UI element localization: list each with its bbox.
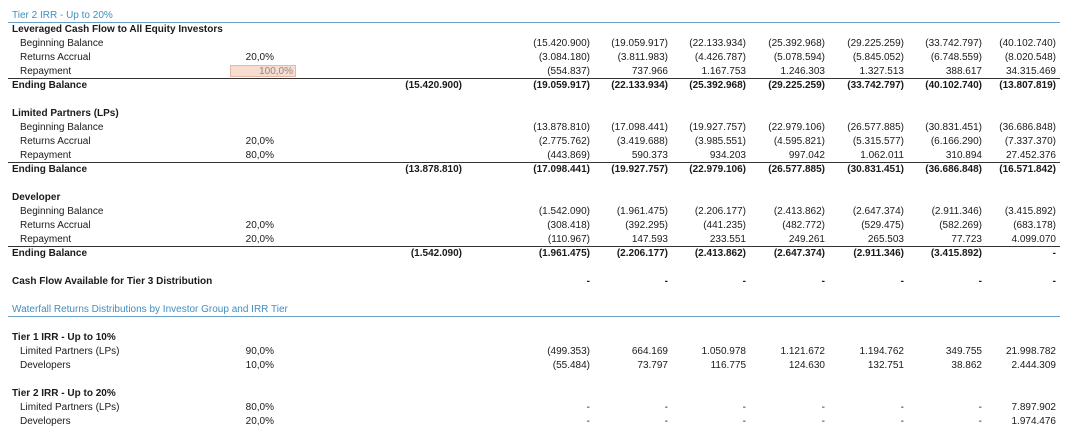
value-cell: (2.911.346) [931,206,982,217]
tier1-lp-row [0,345,1069,359]
value-cell: (22.133.934) [689,38,746,49]
value-cell: 1.062.011 [860,150,904,161]
value-cell: 2.444.309 [1011,360,1056,371]
value-cell: 388.617 [945,66,982,77]
section-title: Waterfall Returns Distributions by Investor Group and IRR Tier [12,304,288,315]
row-label: Ending Balance [12,80,88,91]
value-cell: (1.961.475) [538,248,590,259]
value-cell: (13.878.810) [533,122,590,133]
value-cell: (22.979.106) [689,164,746,175]
value-cell: 116.775 [710,360,746,371]
tier3-cash-flow-row [0,275,1069,289]
value-cell: (1.961.475) [616,206,668,217]
row-label: Developers [20,360,71,371]
lps-title-row [0,107,1069,121]
percent-cell[interactable]: 80,0% [245,150,274,161]
value-cell: (6.166.290) [930,136,982,147]
value-cell: (110.967) [547,234,590,245]
value-cell: 27.452.376 [1005,150,1056,161]
value-cell: 21.998.782 [1005,346,1056,357]
value-cell: (4.595.821) [773,136,825,147]
value-cell: 249.261 [788,234,825,245]
value-cell: (36.686.848) [999,122,1056,133]
value-cell: (29.225.259) [847,38,904,49]
value-cell: (22.133.934) [611,80,668,91]
section-title: Tier 2 IRR - Up to 20% [12,10,113,21]
block-title: Tier 2 IRR - Up to 20% [12,388,116,399]
value-cell: 1.121.672 [780,346,825,357]
percent-cell[interactable]: 20,0% [245,220,274,231]
value-cell: - [978,402,982,413]
value-cell: - [978,276,982,287]
value-cell: (4.426.787) [694,52,746,63]
value-cell: (36.686.848) [925,164,982,175]
value-cell: (3.415.892) [930,248,982,259]
percent-cell[interactable]: 20,0% [245,416,274,427]
value-cell: (19.059.917) [611,38,668,49]
value-cell: (30.831.451) [847,164,904,175]
row-label: Beginning Balance [20,38,104,49]
row-label: Ending Balance [12,248,88,259]
base-value-cell: (15.420.900) [405,80,462,91]
value-cell: 1.974.476 [1011,416,1056,427]
lps-repayment-row [0,149,1069,163]
value-cell: (1.542.090) [538,206,590,217]
developer-accrual-row [0,219,1069,233]
value-cell: 132.751 [867,360,904,371]
lps-beginning-row [0,121,1069,135]
row-label: Developers [20,416,71,427]
value-cell: (499.353) [547,346,590,357]
value-cell: 34.315.469 [1005,66,1056,77]
value-cell: - [586,276,590,287]
value-cell: 1.194.762 [859,346,904,357]
row-label: Returns Accrual [20,220,91,231]
value-cell: (19.927.757) [611,164,668,175]
tier2-lp-row [0,401,1069,415]
value-cell: (2.413.862) [773,206,825,217]
base-value-cell: (1.542.090) [410,248,462,259]
value-cell: (25.392.968) [689,80,746,91]
value-cell: - [821,416,825,427]
value-cell: (683.178) [1013,220,1056,231]
block-title: Tier 1 IRR - Up to 10% [12,332,116,343]
value-cell: 310.894 [945,150,982,161]
row-label: Returns Accrual [20,136,91,147]
value-cell: 233.551 [709,234,746,245]
row-label: Cash Flow Available for Tier 3 Distribution [12,276,213,287]
waterfall-header [0,303,1069,317]
value-cell: - [821,402,825,413]
value-cell: - [1052,248,1056,259]
value-cell: - [900,402,904,413]
value-cell: (5.845.052) [852,52,904,63]
tier1-dev-row [0,359,1069,373]
value-cell: (33.742.797) [925,38,982,49]
value-cell: (3.419.688) [616,136,668,147]
value-cell: (16.571.842) [999,164,1056,175]
value-cell: (15.420.900) [533,38,590,49]
value-cell: 265.503 [867,234,904,245]
value-cell: (5.315.577) [852,136,904,147]
selected-percent-cell[interactable]: 100,0% [230,65,296,77]
percent-cell[interactable]: 20,0% [245,136,274,147]
value-cell: - [900,416,904,427]
percent-cell[interactable]: 20,0% [245,234,274,245]
row-label: Beginning Balance [20,122,104,133]
value-cell: - [742,416,746,427]
value-cell: (2.647.374) [773,248,825,259]
percent-cell[interactable]: 90,0% [245,346,274,357]
value-cell: (29.225.259) [768,80,825,91]
value-cell: 737.966 [631,66,668,77]
value-cell: - [978,416,982,427]
value-cell: 664.169 [631,346,668,357]
value-cell: (26.577.885) [847,122,904,133]
value-cell: (25.392.968) [768,38,825,49]
value-cell: 7.897.902 [1011,402,1056,413]
value-cell: (2.775.762) [538,136,590,147]
value-cell: (30.831.451) [925,122,982,133]
value-cell: (7.337.370) [1004,136,1056,147]
value-cell: (529.475) [861,220,904,231]
block-title: Limited Partners (LPs) [12,108,119,119]
value-cell: (554.837) [547,66,590,77]
row-label: Repayment [20,150,72,161]
value-cell: (17.098.441) [611,122,668,133]
value-cell: - [1052,276,1056,287]
value-cell: 147.593 [631,234,668,245]
value-cell: (443.869) [547,150,590,161]
block-title: Developer [12,192,61,203]
developer-repayment-row [0,233,1069,247]
section-divider [8,316,1060,317]
value-cell: (441.235) [703,220,746,231]
value-cell: (19.059.917) [533,80,590,91]
value-cell: (3.985.551) [694,136,746,147]
value-cell: (8.020.548) [1004,52,1056,63]
value-cell: 77.723 [951,234,982,245]
value-cell: (308.418) [547,220,590,231]
leveraged-ending-row [0,79,1069,93]
value-cell: (482.772) [782,220,825,231]
leveraged-title-row [0,23,1069,37]
row-label: Repayment [20,66,72,77]
value-cell: - [586,402,590,413]
value-cell: - [664,402,668,413]
row-label: Returns Accrual [20,52,91,63]
tier2-irr-header [0,9,1069,23]
value-cell: (582.269) [939,220,982,231]
value-cell: (13.807.819) [999,80,1056,91]
leveraged-accrual-row [0,51,1069,65]
value-cell: (55.484) [552,360,590,371]
lps-ending-row [0,163,1069,177]
row-label: Limited Partners (LPs) [20,402,120,413]
value-cell: - [821,276,825,287]
row-label: Ending Balance [12,164,88,175]
developer-title-row [0,191,1069,205]
value-cell: - [742,402,746,413]
value-cell: 38.862 [951,360,982,371]
value-cell: - [664,276,668,287]
value-cell: 1.327.513 [859,66,904,77]
value-cell: - [900,276,904,287]
value-cell: (40.102.740) [925,80,982,91]
value-cell: - [664,416,668,427]
value-cell: (2.647.374) [852,206,904,217]
leveraged-repayment-row [0,65,1069,79]
value-cell: - [586,416,590,427]
tier2-dev-row [0,415,1069,429]
percent-cell[interactable]: 10,0% [245,360,274,371]
tier2-title-row [0,387,1069,401]
value-cell: (3.811.983) [617,52,668,63]
value-cell: (40.102.740) [999,38,1056,49]
value-cell: 73.797 [637,360,668,371]
value-cell: (6.748.559) [930,52,982,63]
value-cell: 124.630 [788,360,825,371]
developer-beginning-row [0,205,1069,219]
value-cell: (3.084.180) [538,52,590,63]
value-cell: (2.206.177) [694,206,746,217]
lps-accrual-row [0,135,1069,149]
value-cell: (392.295) [625,220,668,231]
value-cell: (26.577.885) [768,164,825,175]
row-label: Beginning Balance [20,206,104,217]
value-cell: 1.246.303 [780,66,825,77]
leveraged-beginning-row [0,37,1069,51]
value-cell: (2.911.346) [853,248,904,259]
value-cell: 349.755 [945,346,982,357]
percent-cell[interactable]: 20,0% [245,52,274,63]
value-cell: (17.098.441) [533,164,590,175]
value-cell: (22.979.106) [768,122,825,133]
value-cell: 590.373 [631,150,668,161]
value-cell: 4.099.070 [1011,234,1056,245]
value-cell: (19.927.757) [689,122,746,133]
row-label: Limited Partners (LPs) [20,346,120,357]
tier1-title-row [0,331,1069,345]
value-cell: 997.042 [788,150,825,161]
value-cell: (2.413.862) [694,248,746,259]
base-value-cell: (13.878.810) [405,164,462,175]
value-cell: (2.206.177) [616,248,668,259]
value-cell: 1.050.978 [701,346,746,357]
value-cell: (5.078.594) [773,52,825,63]
value-cell: (33.742.797) [847,80,904,91]
percent-cell[interactable]: 80,0% [245,402,274,413]
value-cell: (3.415.892) [1004,206,1056,217]
value-cell: - [742,276,746,287]
value-cell: 934.203 [709,150,746,161]
value-cell: 1.167.753 [701,66,746,77]
developer-ending-row [0,247,1069,261]
block-title: Leveraged Cash Flow to All Equity Investors [12,24,223,35]
row-label: Repayment [20,234,72,245]
